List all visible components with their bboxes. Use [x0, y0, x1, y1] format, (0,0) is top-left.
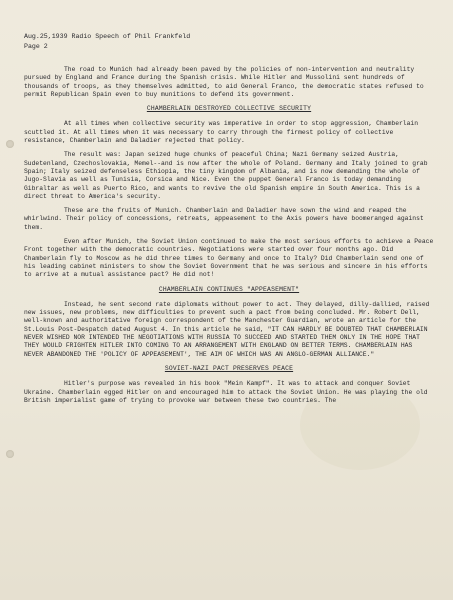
page-header: [24, 32, 190, 51]
section-heading: CHAMBERLAIN CONTINUES "APPEASEMENT": [158, 285, 300, 293]
punch-hole: [6, 450, 14, 458]
paragraph: Hitler's purpose was revealed in his book "Mein Kampf". It was to attack and conquer Soviet Ukraine. Chamberlain egged Hitler on and encouraged him to attack the Soviet Union. He was playing the old British imperialist game of trying to provoke war between these two countries. The: [24, 380, 428, 404]
section-heading: SOVIET-NAZI PACT PRESERVES PEACE: [164, 364, 294, 372]
paragraph: Instead, he sent second rate diplomats without power to act. They delayed, dilly-dallied, raised new issues, new problems, new difficulties to prevent such a pact from being concluded. Mr. Robert Dell, well-known and authoritative foreign correspondent of the Manchester Guardian, wrote an article for the St.Louis Post-Despatch dated August 4. In this article he said, "IT CAN HARDLY BE DOUBTED THAT CHAMBERLAIN NEVER WISHED NOR INTENDED THE NEGOTIATIONS WITH RUSSIA TO SUCCEED AND STARTED THEM ONLY IN THE HOPE THAT THEY WOULD FRIGHTEN HITLER INTO COMING TO AN ARRANGEMENT WITH ENGLAND ON BETTER TERMS. CHAMBERLAIN HAS NEVER ABANDONED THE 'POLICY OF APPEASEMENT', THE AIM OF WHICH WAS AN ANGLO-GERMAN ALLIANCE.": [24, 300, 430, 358]
paragraph: These are the fruits of Munich. Chamberlain and Daladier have sown the wind and reaped the whirlwind. Their policy of concessions, retreats, appeasement to the Axis powers have boomeranged against them.: [24, 207, 424, 231]
header-title: Aug.25,1939 Radio Speech of Phil Frankfeld: [24, 33, 191, 40]
page-number: Page 2: [24, 42, 48, 50]
document-body: [24, 66, 434, 405]
paragraph: The result was: Japan seized huge chunks of peaceful China; Nazi Germany seized Austria, Sudetenland, Czechoslovakia, Memel--and is now after the whole of Poland. Germany and Italy joined to grab Spain; Italy seized defenseless Ethiopia, the tiny kingdom of Albania, and is now demanding the whole of Jugo-Slavia as well as Tunisia, Corsica and Nice. Even the puppet General Franco is today demanding Gibraltar as well as Puerto Rico, and wants to revive the old Spanish empire in South America. This is a direct threat to America's security.: [24, 151, 428, 200]
punch-hole: [6, 140, 14, 148]
section-heading: CHAMBERLAIN DESTROYED COLLECTIVE SECURITY: [146, 105, 312, 113]
paragraph: At all times when collective security was imperative in order to stop aggression, Chamberlain scuttled it. At all times when it was necessary to carry through the firmest policy of collective resistance, Chamberlain and Daladier rejected that policy.: [24, 120, 419, 145]
paragraph: The road to Munich had already been paved by the policies of non-intervention and neutrality pursued by England and France during the Spanish crisis. While Hitler and Mussolini sent hundreds of thousands of troops, as they themselves admitted, to aid General Franco, the democratic states refused to permit Republican Spain even to buy munitions to defend its government.: [24, 66, 424, 98]
paragraph: Even after Munich, the Soviet Union continued to make the most serious efforts to achieve a Peace Front together with the democratic countries. Negotiations were started over four months ago. Did Chamberlain fly to Moscow as he did three times to Germany and once to Italy? Did Chamberlain send one of his leading cabinet ministers to show the Soviet Government that he was serious and sincere in his efforts to arrive at a mutual assistance pact? He did not!: [24, 238, 434, 279]
